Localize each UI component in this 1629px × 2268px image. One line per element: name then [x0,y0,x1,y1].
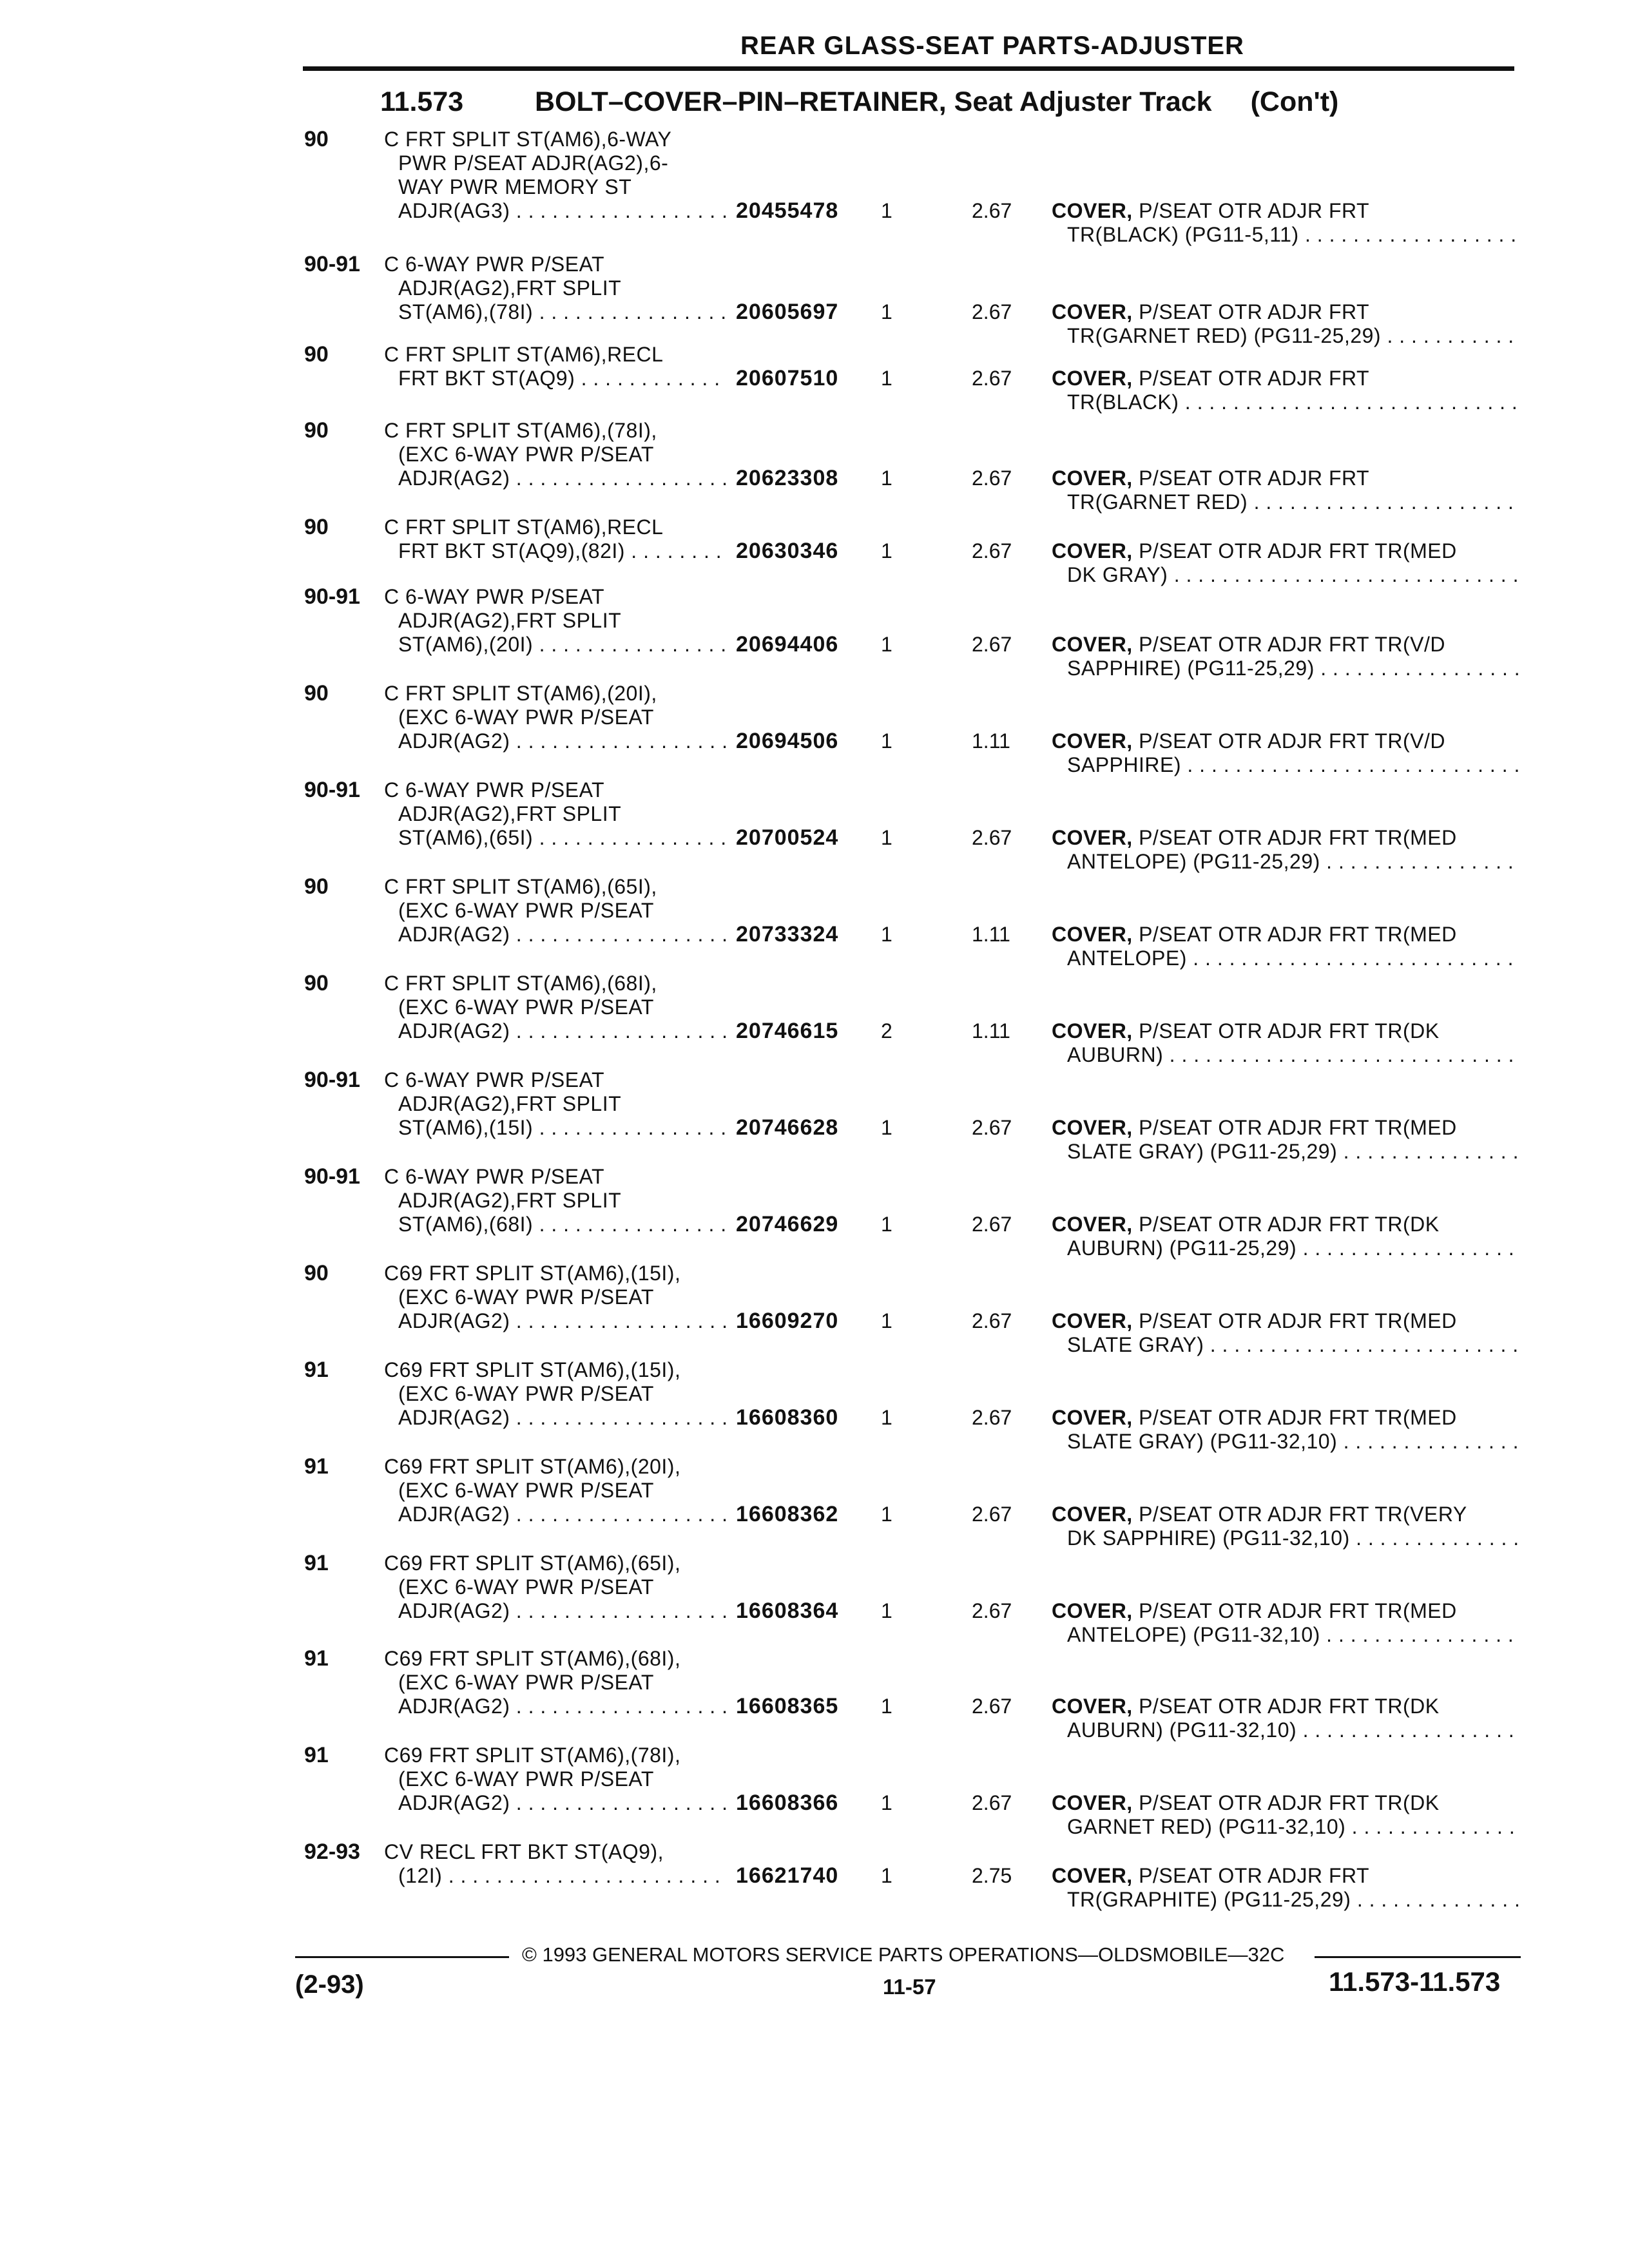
entry-part-name-continued: TR(GARNET RED) . . . [1067,490,1518,514]
entry-part-name [1052,1694,1440,1718]
entry-part-name [1052,1309,1457,1333]
footer-copyright: © 1993 GENERAL MOTORS SERVICE PARTS OPERATIONS—OLDSMOBILE—32C [522,1943,1285,1966]
entry-price: 2.67 [972,199,1012,222]
entry-quantity: 1 [881,1116,892,1139]
entry-part-name-continued: SAPPHIRE) (PG11-25,29) . . . [1067,656,1518,680]
entry-usage-line: (EXC 6-WAY PWR P/SEAT [398,1285,654,1309]
entry-years: 90 [304,874,329,899]
entry-price: 2.67 [972,1503,1012,1526]
part-name-detail: P/SEAT OTR ADJR FRT TR(MED [1139,1116,1457,1139]
entry-years: 90-91 [304,1068,360,1092]
entry-usage-line: (EXC 6-WAY PWR P/SEAT [398,1671,654,1694]
part-name-detail: P/SEAT OTR ADJR FRT TR(DK [1139,1019,1440,1043]
entry-part-name-continued: ANTELOPE) . . . [1067,946,1518,970]
continued-label: (Con't) [1250,86,1339,117]
entry-quantity: 1 [881,1406,892,1429]
entry-part-name [1052,1791,1440,1815]
entry-part-number: 16621740 [736,1863,839,1888]
entry-part-number: 20746628 [736,1115,839,1140]
entry-usage-line: ADJR(AG2),FRT SPLIT [398,1092,622,1115]
entry-usage-line: C FRT SPLIT ST(AM6),(20I), [384,682,657,705]
entry-part-name-continued: ANTELOPE) (PG11-25,29) . . . [1067,849,1518,874]
entry-years: 90 [304,681,329,706]
entry-price: 1.11 [972,1019,1010,1043]
entry-usage-line: ADJR(AG2),FRT SPLIT [398,276,622,300]
entry-usage-line: ADJR(AG2) . . . [398,1502,727,1526]
entry-usage-line: (EXC 6-WAY PWR P/SEAT [398,706,654,729]
part-name-noun: COVER, [1052,199,1133,222]
entry-part-name-continued: DK GRAY) . . . [1067,562,1518,587]
entry-price: 2.67 [972,300,1012,323]
entry-price: 2.67 [972,1116,1012,1139]
footer-section-range: 11.573-11.573 [1329,1966,1501,1997]
entry-usage-line: ST(AM6),(15I) . . . [398,1115,727,1140]
entry-part-number: 16609270 [736,1309,839,1333]
entry-part-name [1052,1863,1369,1888]
part-name-noun: COVER, [1052,1599,1133,1622]
entry-usage-line: C69 FRT SPLIT ST(AM6),(68I), [384,1647,681,1670]
entry-part-name-continued: AUBURN) (PG11-32,10) . . . [1067,1718,1518,1742]
part-name-detail: P/SEAT OTR ADJR FRT TR(DK [1139,1791,1440,1814]
entry-years: 90 [304,1261,329,1285]
entry-part-number: 16608360 [736,1405,839,1430]
entry-price: 2.67 [972,367,1012,390]
entry-part-name-continued: ANTELOPE) (PG11-32,10) . . . [1067,1622,1518,1647]
entry-price: 2.67 [972,1213,1012,1236]
entry-usage-line: C69 FRT SPLIT ST(AM6),(15I), [384,1358,681,1381]
entry-quantity: 1 [881,1309,892,1332]
entry-years: 90 [304,418,329,443]
part-name-noun: COVER, [1052,466,1133,490]
part-name-detail: P/SEAT OTR ADJR FRT [1139,466,1370,490]
entry-part-name-continued: DK SAPPHIRE) (PG11-32,10) . . . [1067,1526,1518,1550]
entry-usage-line: C 6-WAY PWR P/SEAT [384,1068,605,1091]
entry-usage-line: ADJR(AG2) . . . [398,1405,727,1430]
entry-part-name [1052,922,1457,947]
part-name-detail: P/SEAT OTR ADJR FRT TR(MED [1139,1309,1457,1332]
entry-usage-line: FRT BKT ST(AQ9),(82I) . . . [398,539,727,563]
entry-part-name [1052,539,1457,563]
entry-quantity: 1 [881,923,892,946]
entry-years: 91 [304,1646,329,1671]
section-title: BOLT–COVER–PIN–RETAINER, Seat Adjuster Track [535,86,1212,117]
entry-part-number: 20746615 [736,1019,839,1043]
entry-part-name-continued: AUBURN) (PG11-25,29) . . . [1067,1236,1518,1260]
entry-years: 91 [304,1454,329,1479]
entry-part-number: 20607510 [736,366,839,390]
part-name-noun: COVER, [1052,1791,1133,1814]
part-name-noun: COVER, [1052,1503,1133,1526]
part-name-detail: P/SEAT OTR ADJR FRT TR(V/D [1139,729,1445,753]
entry-usage-line: CV RECL FRT BKT ST(AQ9), [384,1840,664,1863]
part-name-detail: P/SEAT OTR ADJR FRT TR(MED [1139,539,1457,562]
page-title: REAR GLASS-SEAT PARTS-ADJUSTER [740,32,1244,60]
entry-quantity: 1 [881,367,892,390]
entry-part-name-continued: TR(GRAPHITE) (PG11-25,29) . . . [1067,1887,1518,1912]
part-name-detail: P/SEAT OTR ADJR FRT [1139,300,1370,323]
entry-part-number: 20630346 [736,539,839,563]
footer-rule-right [1315,1956,1521,1958]
part-name-detail: P/SEAT OTR ADJR FRT TR(MED [1139,826,1457,849]
entry-years: 90-91 [304,778,360,802]
part-name-detail: P/SEAT OTR ADJR FRT TR(DK [1139,1695,1440,1718]
entry-years: 90-91 [304,584,360,609]
entry-usage-line: C FRT SPLIT ST(AM6),6-WAY [384,128,672,151]
part-name-noun: COVER, [1052,1864,1133,1887]
entry-quantity: 1 [881,1213,892,1236]
part-name-detail: P/SEAT OTR ADJR FRT [1139,199,1370,222]
entry-usage-line: (EXC 6-WAY PWR P/SEAT [398,1479,654,1502]
entry-price: 2.67 [972,1309,1012,1332]
entry-quantity: 1 [881,466,892,490]
entry-part-name [1052,825,1457,850]
entry-part-name [1052,198,1369,223]
part-name-noun: COVER, [1052,1406,1133,1429]
part-name-noun: COVER, [1052,633,1133,656]
part-name-noun: COVER, [1052,826,1133,849]
entry-price: 2.67 [972,1599,1012,1622]
entry-years: 90 [304,342,329,367]
part-name-noun: COVER, [1052,1213,1133,1236]
part-name-detail: P/SEAT OTR ADJR FRT TR(V/D [1139,633,1445,656]
entry-quantity: 1 [881,1695,892,1718]
entry-price: 2.75 [972,1864,1012,1887]
entry-part-name [1052,1405,1457,1430]
entry-quantity: 1 [881,1599,892,1622]
part-name-noun: COVER, [1052,1116,1133,1139]
entry-usage-line: C69 FRT SPLIT ST(AM6),(78I), [384,1744,681,1767]
entry-part-name-continued: GARNET RED) (PG11-32,10) . . . [1067,1814,1518,1839]
part-name-noun: COVER, [1052,1695,1133,1718]
part-name-noun: COVER, [1052,1309,1133,1332]
entry-usage-line: C69 FRT SPLIT ST(AM6),(20I), [384,1455,681,1478]
entry-part-number: 20623308 [736,466,839,490]
entry-usage-line: C 6-WAY PWR P/SEAT [384,253,605,276]
entry-usage-line: ADJR(AG2),FRT SPLIT [398,802,622,825]
entry-part-number: 16608364 [736,1599,839,1623]
entry-price: 2.67 [972,466,1012,490]
entry-usage-line: WAY PWR MEMORY ST [398,175,632,198]
entry-usage-line: ADJR(AG3) . . . [398,198,727,223]
entry-quantity: 1 [881,1503,892,1526]
entry-price: 2.67 [972,826,1012,849]
entry-part-name [1052,1599,1457,1623]
entry-quantity: 1 [881,539,892,562]
entry-part-number: 20694406 [736,632,839,657]
entry-part-number: 20733324 [736,922,839,947]
entry-years: 90-91 [304,1164,360,1189]
entry-part-name-continued: TR(BLACK) . . . [1067,390,1518,414]
entry-part-number: 20746629 [736,1212,839,1236]
entry-price: 2.67 [972,1695,1012,1718]
entry-quantity: 1 [881,826,892,849]
entry-usage-line: C 6-WAY PWR P/SEAT [384,778,605,802]
entry-usage-line: ADJR(AG2) . . . [398,1694,727,1718]
entry-usage-line: (EXC 6-WAY PWR P/SEAT [398,899,654,922]
entry-usage-line: ST(AM6),(65I) . . . [398,825,727,850]
part-name-detail: P/SEAT OTR ADJR FRT TR(DK [1139,1213,1440,1236]
entry-usage-line: ADJR(AG2) . . . [398,466,727,490]
part-name-detail: P/SEAT OTR ADJR FRT TR(VERY [1139,1503,1467,1526]
entry-usage-line: ADJR(AG2),FRT SPLIT [398,609,622,632]
footer-date: (2-93) [295,1970,364,1999]
entry-part-name-continued: TR(GARNET RED) (PG11-25,29) . . . [1067,323,1518,348]
entry-part-name-continued: TR(BLACK) (PG11-5,11) . . . [1067,222,1518,247]
entry-usage-line: (12I) . . . [398,1863,727,1888]
entry-quantity: 1 [881,1791,892,1814]
entry-quantity: 1 [881,633,892,656]
footer-rule-left [295,1956,509,1958]
entry-price: 1.11 [972,729,1010,753]
part-name-detail: P/SEAT OTR ADJR FRT TR(MED [1139,923,1457,946]
entry-usage-line: FRT BKT ST(AQ9) . . . [398,366,727,390]
entry-part-number: 20455478 [736,198,839,223]
entry-quantity: 2 [881,1019,892,1043]
entry-quantity: 1 [881,300,892,323]
entry-years: 90-91 [304,252,360,276]
part-name-noun: COVER, [1052,729,1133,753]
entry-usage-line: (EXC 6-WAY PWR P/SEAT [398,443,654,466]
entry-usage-line: C 6-WAY PWR P/SEAT [384,1165,605,1188]
entry-years: 92-93 [304,1840,360,1864]
entry-part-name [1052,1115,1457,1140]
entry-price: 1.11 [972,923,1010,946]
footer-page-number: 11-57 [883,1975,936,1999]
entry-price: 2.67 [972,1406,1012,1429]
entry-usage-line: (EXC 6-WAY PWR P/SEAT [398,1767,654,1791]
entry-usage-line: ADJR(AG2),FRT SPLIT [398,1189,622,1212]
entry-part-number: 16608365 [736,1694,839,1718]
entry-part-name [1052,1019,1440,1043]
entry-usage-line: ADJR(AG2) . . . [398,1599,727,1623]
entry-years: 91 [304,1551,329,1575]
entry-years: 90 [304,127,329,151]
part-name-detail: P/SEAT OTR ADJR FRT [1139,1864,1370,1887]
entry-part-name-continued: AUBURN) . . . [1067,1043,1518,1067]
entry-usage-line: (EXC 6-WAY PWR P/SEAT [398,1382,654,1405]
entry-quantity: 1 [881,1864,892,1887]
entry-part-number: 16608366 [736,1791,839,1815]
entry-usage-line: ST(AM6),(20I) . . . [398,632,727,657]
entry-part-name-continued: SLATE GRAY) (PG11-32,10) . . . [1067,1429,1518,1454]
entry-price: 2.67 [972,633,1012,656]
entry-usage-line: C FRT SPLIT ST(AM6),RECL [384,515,664,539]
entry-part-name-continued: SLATE GRAY) . . . [1067,1332,1518,1357]
entry-usage-line: ADJR(AG2) . . . [398,729,727,753]
entry-part-name [1052,729,1445,753]
entry-usage-line: (EXC 6-WAY PWR P/SEAT [398,1575,654,1599]
entry-usage-line: ST(AM6),(78I) . . . [398,300,727,324]
part-name-noun: COVER, [1052,923,1133,946]
entry-price: 2.67 [972,539,1012,562]
entry-usage-line: C FRT SPLIT ST(AM6),(68I), [384,972,657,995]
entry-usage-line: ADJR(AG2) . . . [398,922,727,947]
entry-part-name-continued: SAPPHIRE) . . . [1067,753,1518,777]
entry-part-name-continued: SLATE GRAY) (PG11-25,29) . . . [1067,1139,1518,1164]
entry-part-number: 20700524 [736,825,839,850]
entry-usage-line: C FRT SPLIT ST(AM6),(78I), [384,419,657,442]
entry-years: 91 [304,1358,329,1382]
entry-usage-line: PWR P/SEAT ADJR(AG2),6- [398,151,669,175]
part-name-noun: COVER, [1052,367,1133,390]
part-name-detail: P/SEAT OTR ADJR FRT TR(MED [1139,1406,1457,1429]
entry-usage-line: ADJR(AG2) . . . [398,1019,727,1043]
entry-part-name [1052,466,1369,490]
entry-years: 91 [304,1743,329,1767]
entry-usage-line: ST(AM6),(68I) . . . [398,1212,727,1236]
part-name-detail: P/SEAT OTR ADJR FRT TR(MED [1139,1599,1457,1622]
entry-usage-line: C69 FRT SPLIT ST(AM6),(65I), [384,1552,681,1575]
entry-quantity: 1 [881,729,892,753]
entry-part-number: 20694506 [736,729,839,753]
entry-part-name [1052,632,1445,657]
entry-part-number: 16608362 [736,1502,839,1526]
entry-years: 90 [304,971,329,995]
section-number: 11.573 [380,86,464,117]
entry-part-name [1052,300,1369,324]
entry-part-number: 20605697 [736,300,839,324]
part-name-noun: COVER, [1052,1019,1133,1043]
entry-usage-line: ADJR(AG2) . . . [398,1309,727,1333]
part-name-noun: COVER, [1052,539,1133,562]
entry-usage-line: (EXC 6-WAY PWR P/SEAT [398,995,654,1019]
part-name-detail: P/SEAT OTR ADJR FRT [1139,367,1370,390]
entry-part-name [1052,1212,1440,1236]
entry-price: 2.67 [972,1791,1012,1814]
entry-usage-line: C 6-WAY PWR P/SEAT [384,585,605,608]
entry-usage-line: ADJR(AG2) . . . [398,1791,727,1815]
entry-usage-line: C69 FRT SPLIT ST(AM6),(15I), [384,1262,681,1285]
entry-part-name [1052,366,1369,390]
entry-part-name [1052,1502,1467,1526]
entry-quantity: 1 [881,199,892,222]
entry-usage-line: C FRT SPLIT ST(AM6),RECL [384,343,664,366]
entry-years: 90 [304,515,329,539]
entry-usage-line: C FRT SPLIT ST(AM6),(65I), [384,875,657,898]
part-name-noun: COVER, [1052,300,1133,323]
